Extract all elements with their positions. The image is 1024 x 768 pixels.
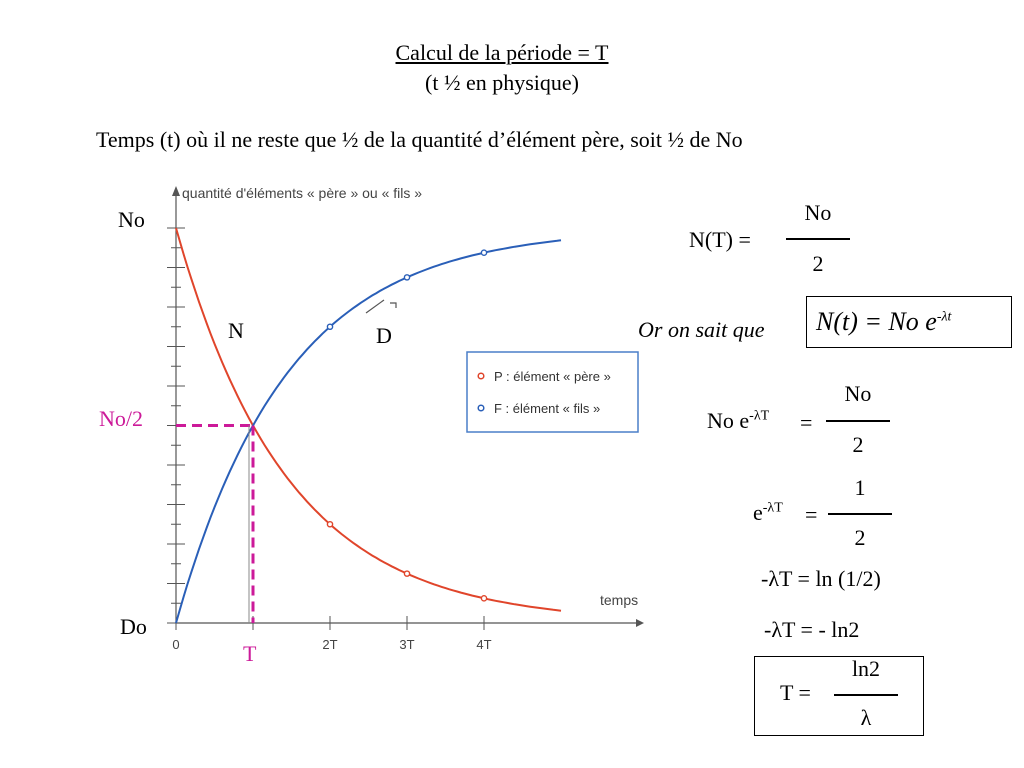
formula-main: N(t) = No $e^{-\lambda t}$ bbox=[816, 307, 952, 336]
step1-fraction-bar bbox=[826, 420, 890, 422]
legend-label: P : élément « père » bbox=[494, 369, 611, 384]
label-curve-d: D bbox=[376, 323, 392, 348]
x-tick-label: 2T bbox=[322, 637, 338, 652]
parent-curve-marker bbox=[404, 571, 409, 576]
nt-fraction-bar bbox=[786, 238, 850, 240]
label-no: No bbox=[118, 207, 145, 232]
legend-label: F : élément « fils » bbox=[494, 401, 601, 416]
nt-denominator: 2 bbox=[812, 251, 824, 276]
result-lhs: T = bbox=[780, 680, 811, 705]
step2-fraction-bar bbox=[828, 513, 892, 515]
y-axis-arrow bbox=[172, 186, 180, 196]
step1-equals: = bbox=[800, 410, 813, 435]
x-tick-label: 0 bbox=[172, 637, 180, 652]
step2-denominator: 2 bbox=[854, 525, 866, 550]
legend-marker bbox=[478, 405, 484, 411]
x-axis-label: temps bbox=[600, 592, 639, 608]
label-curve-n: N bbox=[228, 318, 244, 343]
result-fraction-bar bbox=[834, 694, 898, 696]
parent-curve-marker bbox=[327, 522, 332, 527]
step1-exponent: -λT bbox=[749, 408, 770, 424]
x-axis-arrow bbox=[636, 619, 644, 627]
page-title: Calcul de la période = T bbox=[395, 40, 609, 65]
label-no-half: No/2 bbox=[99, 406, 143, 431]
child-curve-marker bbox=[481, 250, 486, 255]
label-do: Do bbox=[120, 614, 147, 639]
formula-box bbox=[806, 296, 1012, 348]
result-box bbox=[754, 656, 924, 736]
step2-numerator: 1 bbox=[854, 475, 866, 500]
y-axis-label: quantité d'éléments « père » ou « fils » bbox=[182, 185, 423, 201]
step1-denominator: 2 bbox=[852, 432, 864, 457]
step1-numerator: No bbox=[844, 381, 872, 406]
label-t: T bbox=[243, 641, 257, 666]
parent-curve-marker bbox=[481, 596, 486, 601]
decay-chart bbox=[158, 168, 658, 658]
step2-equals: = bbox=[805, 502, 818, 527]
step2-exponent: -λT bbox=[762, 500, 783, 516]
definition-text: Temps (t) où il ne reste que ½ de la quantité d’élément père, soit ½ de No bbox=[96, 127, 743, 152]
step4: -λT = - ln2 bbox=[764, 617, 860, 642]
child-curve-marker bbox=[404, 275, 409, 280]
or-on-sait-que: Or on sait que bbox=[638, 317, 765, 342]
legend-box bbox=[467, 352, 638, 432]
result-numerator: ln2 bbox=[851, 656, 881, 681]
child-curve-marker bbox=[327, 324, 332, 329]
step3: -λT = ln (1/2) bbox=[761, 566, 881, 591]
nt-numerator: No bbox=[804, 200, 832, 225]
legend-marker bbox=[478, 373, 484, 379]
curve-pointer bbox=[366, 300, 396, 313]
result-denominator: λ bbox=[860, 705, 872, 730]
nt-lhs: N(T) = bbox=[689, 227, 751, 252]
step2-lhs: $e^{-\lambda T}$ bbox=[753, 500, 783, 525]
x-tick-label: 3T bbox=[399, 637, 415, 652]
x-tick-label: 4T bbox=[476, 637, 492, 652]
formula-exponent: -λt bbox=[936, 309, 952, 325]
step1-lhs: No $e^{-\lambda T}$ bbox=[707, 408, 770, 433]
page-subtitle: (t ½ en physique) bbox=[425, 70, 579, 95]
